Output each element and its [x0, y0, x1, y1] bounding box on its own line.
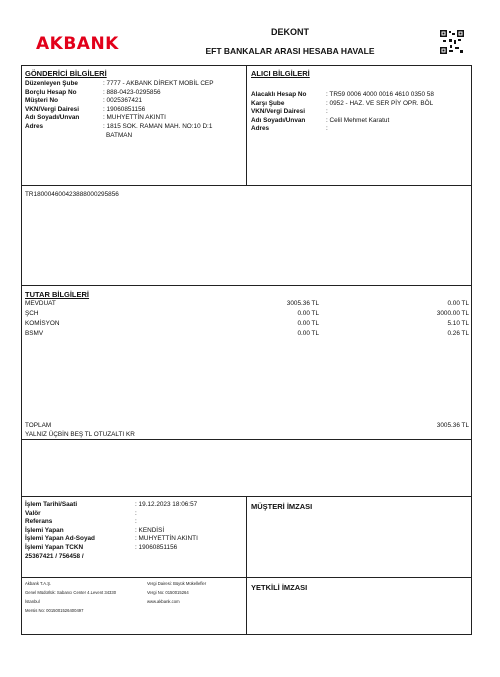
authorized-signature-title: YETKİLİ İMZASI: [251, 583, 308, 592]
sep-amounts: [21, 285, 472, 286]
transaction-ref-code: 25367421 / 756458 /: [25, 552, 84, 560]
sender-row: Müşteri No : 00253674​21: [25, 97, 143, 105]
customer-signature-title: MÜŞTERİ İMZASI: [251, 502, 313, 511]
footer-line: Mersis No: 0015001526400497: [25, 608, 84, 613]
frame-bottom: [21, 634, 472, 635]
receiver-row: Adı Soyadı/Unvan : Celil Mehmet Karatut: [251, 116, 390, 124]
transaction-row: İşlem Tarihi/Saati : 19.12.2023 18:06:57: [25, 501, 198, 508]
frame-right: [471, 65, 472, 635]
frame-left: [21, 65, 22, 635]
amount-row: MEVDUAT 3005.36 TL 0.00 TL: [25, 300, 469, 307]
sig-divider: [246, 496, 247, 634]
sender-row: Adres : 1815 SOK. RAMAN MAH. NO:10 D:1: [25, 122, 213, 130]
document-subtitle: EFT BANKALAR ARASI HESABA HAVALE: [205, 46, 375, 56]
sender-row: VKN/Vergi Dairesi : 19060851156: [25, 105, 146, 113]
sender-row: Borçlu Hesap No : 888-0423-0295856: [25, 88, 161, 96]
footer-left: [25, 579, 116, 615]
receiver-row: Karşı Şube : 0952 - HAZ. VE SER PİY OPR. BÖL: [251, 99, 434, 107]
sender-address-line2: BATMAN: [106, 131, 133, 139]
document-title: DEKONT: [271, 27, 309, 37]
total-value: 3005.36 TL: [436, 422, 469, 429]
footer-line: Vergi Dairesi: Büyük Mükellefler: [147, 581, 207, 586]
footer-line: Vergi No: 0150015264: [147, 590, 189, 595]
transaction-block: [25, 501, 198, 561]
transaction-row: Referans :: [25, 518, 137, 526]
footer-line: Akbank T.A.Ş.: [25, 581, 52, 586]
amounts-title: TUTAR BİLGİLERİ: [25, 290, 90, 299]
party-divider: [246, 65, 247, 185]
amount-in-words: YALNIZ ÜÇBİN BEŞ TL OTUZALTI KR: [25, 431, 135, 438]
akbank-logo: AKBANK: [36, 34, 119, 54]
sender-title: GÖNDERİCİ BİLGİLERİ: [25, 69, 107, 78]
sender-row: Adı Soyadı/Unvan : MUHYETTİN AKINTI: [25, 114, 166, 122]
total-label: TOPLAM: [25, 422, 52, 429]
sep-footer: [21, 577, 472, 578]
transaction-row: İşlemi Yapan TCKN : 19060851156: [25, 543, 178, 551]
amounts-table: [25, 300, 469, 340]
receiver-row: Alacaklı Hesap No : TR59 0006 4000 0016 4610 0350 58: [251, 91, 434, 98]
receiver-row: Adres :: [251, 125, 328, 133]
footer-line: www.akbank.com: [147, 599, 180, 604]
receiver-block: [251, 91, 434, 134]
receiver-row: VKN/Vergi Dairesi :: [251, 108, 328, 116]
sender-block: [25, 80, 213, 140]
amount-row: KOMİSYON 0.00 TL 5.10 TL: [25, 320, 469, 327]
footer-line: Genel Müdürlük: Sabancı Center 4.Levent 34330: [25, 590, 117, 595]
amount-row: ŞCH 0.00 TL 3000.00 TL: [25, 310, 469, 317]
description-text: TR18000460042388800029585​6: [25, 191, 119, 198]
footer-line: İstanbul: [25, 599, 40, 604]
sep-parties: [21, 185, 472, 186]
transaction-row: İşlemi Yapan Ad-Soyad : MUHYETTİN AKINTI: [25, 535, 198, 543]
transaction-row: Valör :: [25, 509, 137, 517]
qr-code-icon: [440, 30, 464, 54]
amount-row: BSMV 0.00 TL 0.26 TL: [25, 330, 469, 337]
sender-row: Düzenleyen Şube : 7777 - AKBANK DİREKT MOBİL CEP: [25, 80, 214, 87]
receiver-title: ALICI BİLGİLERİ: [251, 69, 310, 78]
footer-right: [147, 579, 206, 606]
transaction-row: İşlemi Yapan : KENDİSİ: [25, 526, 165, 534]
